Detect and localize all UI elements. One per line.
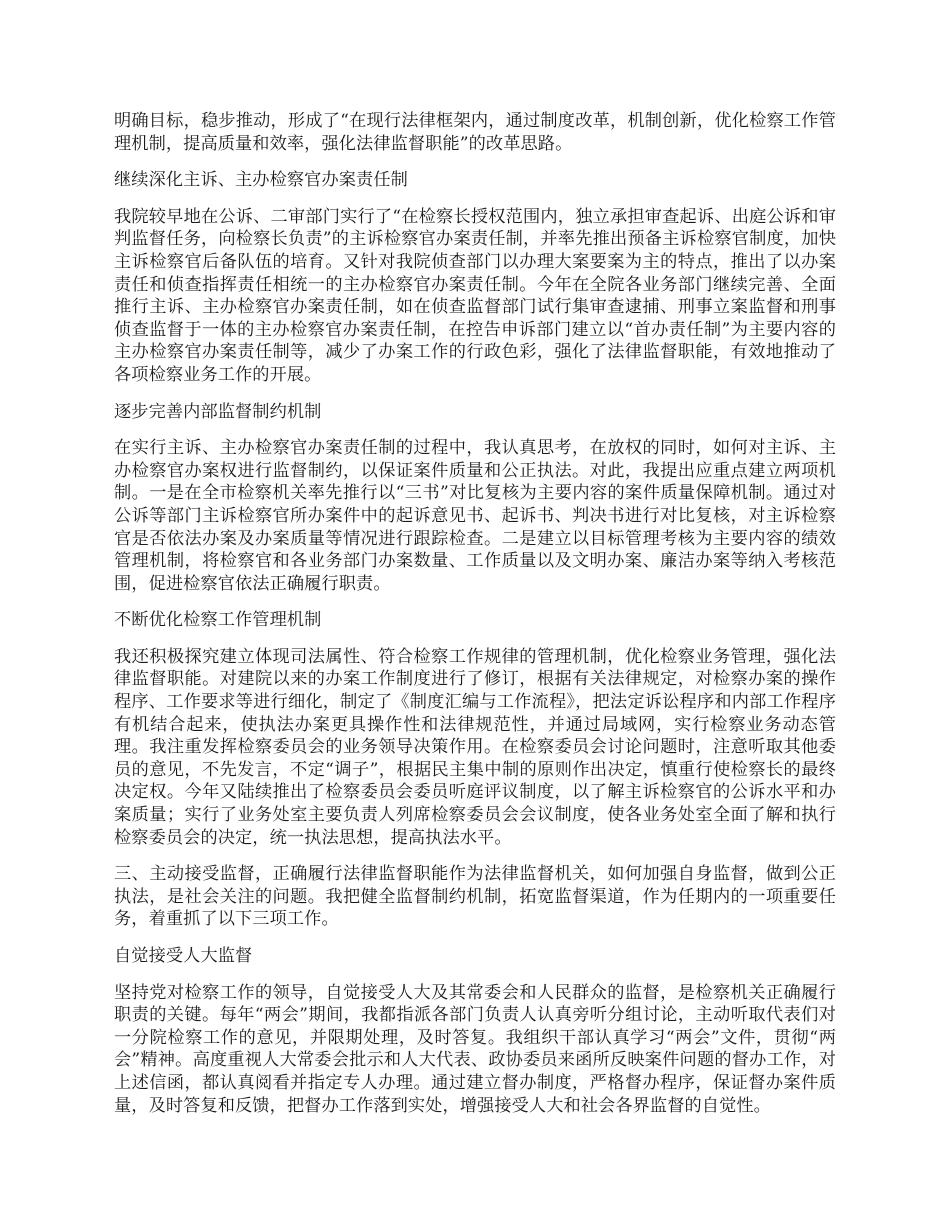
document-body [114, 110, 836, 1131]
section-heading-case-responsibility: 继续深化主诉、主办检察官办案责任制 [114, 170, 408, 191]
section-heading-npc-supervision: 自觉接受人大监督 [114, 946, 253, 966]
paragraph-management-mechanism: 我还积极探究建立体现司法属性、符合检察工作规律的管理机制，优化检察业务管理，强化法律监督职能。对建院以来的办案工作制度进行了修订，根据有关法律规定，对检察办案的操作程序、工作要求等进行细化，制定了《制度汇编与工作流程》，把法定诉讼程序和内部工作程序有机结合起来，使执法办案更具操作性和法律规范性，并通过局域网，实行检察业务动态管理。我注重发挥检察委员会的业务领导决策作用。在检察委员会讨论问题时，注意听取其他委员的意见，不先发言，不定“调子”，根据民主集中制的原则作出决定，慎重行使检察长的最终决定权。今年又陆续推出了检察委员会委员听庭评议制度，以了解主诉检察官的公诉水平和办案质量；实行了业务处室主要负责人列席检察委员会会议制度，使各业务处室全面了解和执行检察委员会的决定，统一执法思想，提高执法水平。 [114, 646, 836, 848]
paragraph-accept-supervision: 三、主动接受监督，正确履行法律监督职能作为法律监督机关，如何加强自身监督，做到公正执法，是社会关注的问题。我把健全监督制约机制，拓宽监督渠道，作为任期内的一项重要任务，着重抓了以下三项工作。 [114, 864, 836, 930]
paragraph-npc-supervision: 坚持党对检察工作的领导，自觉接受人大及其常委会和人民群众的监督，是检察机关正确履行职责的关键。每年“两会”期间，我都指派各部门负责人认真旁听分组讨论，主动听取代表们对一分院检察工作的意见，并限期处理，及时答复。我组织干部认真学习“两会”文件，贯彻“两会”精神。高度重视人大常委会批示和人大代表、政协委员来函所反映案件问题的督办工作，对上述信函，都认真阅看并指定专人办理。通过建立督办制度，严格督办程序，保证督办案件质量，及时答复和反馈，把督办工作落到实处，增强接受人大和社会各界监督的自觉性。 [114, 982, 836, 1116]
paragraph-intro: 明确目标，稳步推动，形成了“在现行法律框架内，通过制度改革，机制创新，优化检察工作管理机制，提高质量和效率，强化法律监督职能”的改革思路。 [114, 111, 836, 154]
section-heading-internal-supervision: 逐步完善内部监督制约机制 [114, 401, 322, 422]
paragraph-case-responsibility: 我院较早地在公诉、二审部门实行了“在检察长授权范围内，独立承担审查起诉、出庭公诉和审判监督任务，向检察长负责”的主诉检察官办案责任制，并率先推出预备主诉检察官制度，加快主诉检察官后备队伍的培育。又针对我院侦查部门以办理大案要案为主的特点，推出了以办案责任和侦查指挥责任相统一的主办检察官办案责任制。今年在全院各业务部门继续完善、全面推行主诉、主办检察官办案责任制，如在侦查监督部门试行集审查逮捕、刑事立案监督和刑事侦查监督于一体的主办检察官办案责任制，在控告申诉部门建立以“首办责任制”为主要内容的主办检察官办案责任制等，减少了办案工作的行政色彩，强化了法律监督职能，有效地推动了各项检察业务工作的开展。 [114, 206, 836, 385]
section-heading-management-mechanism: 不断优化检察工作管理机制 [114, 610, 322, 631]
paragraph-internal-supervision: 在实行主诉、主办检察官办案责任制的过程中，我认真思考，在放权的同时，如何对主诉、主办检察官办案权进行监督制约，以保证案件质量和公正执法。对此，我提出应重点建立两项机制。一是在全市检察机关率先推行以“三书”对比复核为主要内容的案件质量保障机制。通过对公诉等部门主诉检察官所办案件中的起诉意见书、起诉书、判决书进行对比复核，对主诉检察官是否依法办案及办案质量等情况进行跟踪检查。二是建立以目标管理考核为主要内容的绩效管理机制，将检察官和各业务部门办案数量、工作质量以及文明办案、廉洁办案等纳入考核范围，促进检察官依法正确履行职责。 [114, 438, 836, 594]
